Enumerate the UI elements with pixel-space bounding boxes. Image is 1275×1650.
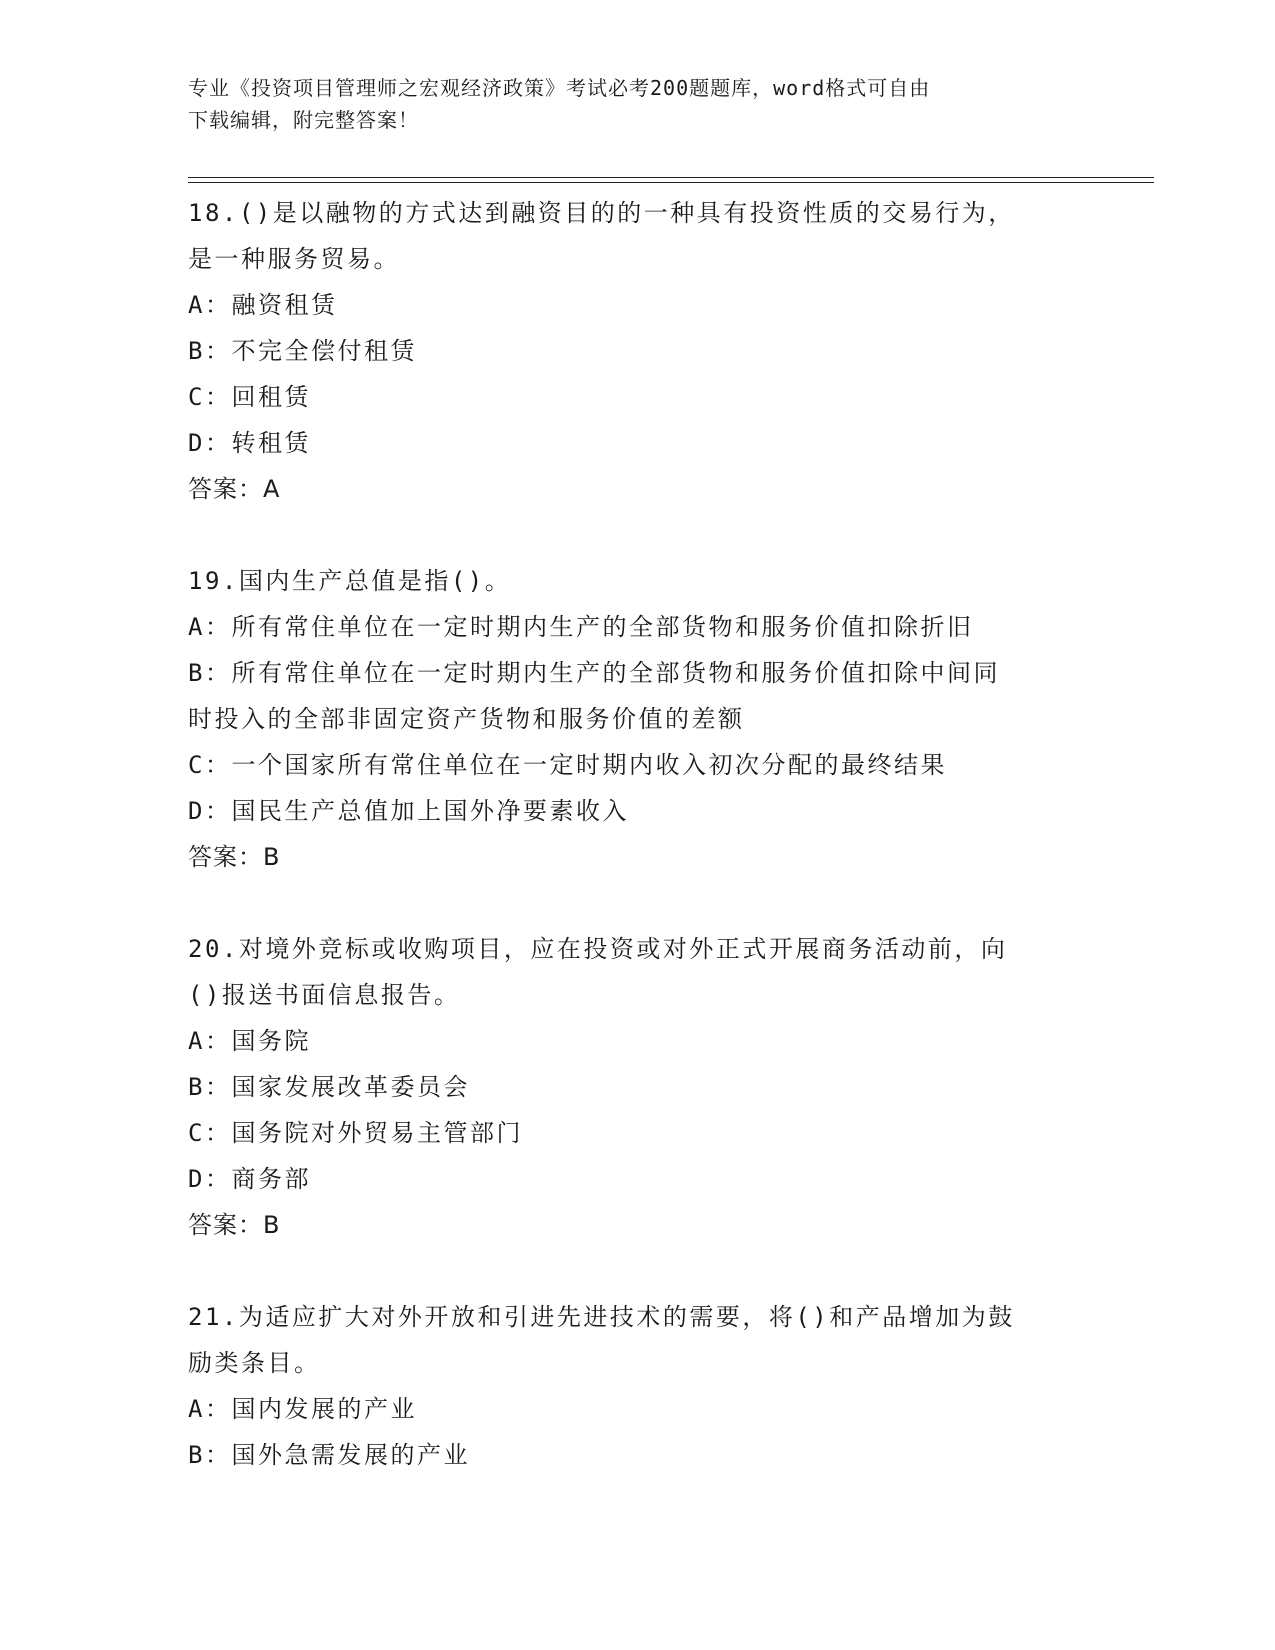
question-stem-line: 20.对境外竞标或收购项目，应在投资或对外正式开展商务活动前，向 [188,935,1008,963]
option-label: B： [188,1073,232,1101]
option-text: 国民生产总值加上国外净要素收入 [231,797,629,825]
option-b [188,1064,1088,1110]
question-20 [188,926,1088,1248]
option-label: B： [188,337,232,365]
spacer [188,512,1088,558]
option-label: C： [188,1119,232,1147]
question-19 [188,558,1088,880]
option-text: 融资租赁 [231,291,338,319]
header-line-2: 下载编辑，附完整答案！ [188,108,419,132]
option-label: B： [188,659,232,687]
option-a [188,604,1088,650]
option-a [188,1386,1088,1432]
spacer [188,880,1088,926]
option-text: 国外急需发展的产业 [231,1441,470,1469]
question-stem-line: ()报送书面信息报告。 [188,981,461,1009]
option-text: 所有常住单位在一定时期内生产的全部货物和服务价值扣除中间同 [231,659,1000,687]
option-c [188,742,1088,788]
option-d [188,420,1088,466]
option-text: 所有常住单位在一定时期内生产的全部货物和服务价值扣除折旧 [231,613,974,641]
option-text: 商务部 [231,1165,311,1193]
option-a [188,1018,1088,1064]
spacer [188,1248,1088,1294]
question-stem-line: 21.为适应扩大对外开放和引进先进技术的需要，将()和产品增加为鼓 [188,1303,1015,1331]
option-text: 一个国家所有常住单位在一定时期内收入初次分配的最终结果 [231,751,947,779]
option-text: 国务院对外贸易主管部门 [231,1119,523,1147]
option-text: 国务院 [231,1027,311,1055]
answer-line: 答案：B [188,1211,281,1239]
option-a [188,282,1088,328]
option-text: 回租赁 [231,383,311,411]
document-header [188,72,1088,136]
option-text: 转租赁 [231,429,311,457]
option-d [188,1156,1088,1202]
question-stem-line: 19.国内生产总值是指()。 [188,567,512,595]
option-b [188,650,1088,696]
question-stem-line: 励类条目。 [188,1349,321,1377]
answer-line: 答案：A [188,475,281,503]
option-text: 不完全偿付租赁 [231,337,417,365]
option-d [188,788,1088,834]
option-b [188,1432,1088,1478]
header-line-1: 专业《投资项目管理师之宏观经济政策》考试必考200题题库，word格式可自由 [188,76,931,100]
header-divider-top [188,177,1154,178]
option-label: D： [188,797,232,825]
option-c [188,1110,1088,1156]
answer-line: 答案：B [188,843,281,871]
option-label: A： [188,291,232,319]
option-text: 国内发展的产业 [231,1395,417,1423]
option-b [188,328,1088,374]
option-label: C： [188,383,232,411]
option-c [188,374,1088,420]
option-label: A： [188,613,232,641]
question-18 [188,190,1088,512]
option-label: C： [188,751,232,779]
option-label: A： [188,1027,232,1055]
option-label: D： [188,1165,232,1193]
option-label: B： [188,1441,232,1469]
option-label: D： [188,429,232,457]
question-stem-line: 是一种服务贸易。 [188,245,400,273]
question-stem-line: 18.()是以融物的方式达到融资目的的一种具有投资性质的交易行为， [188,199,1015,227]
option-label: A： [188,1395,232,1423]
question-21 [188,1294,1088,1478]
option-b-continuation: 时投入的全部非固定资产货物和服务价值的差额 [188,705,745,733]
question-list [188,190,1088,1478]
header-divider-bottom [188,182,1154,183]
option-text: 国家发展改革委员会 [231,1073,470,1101]
